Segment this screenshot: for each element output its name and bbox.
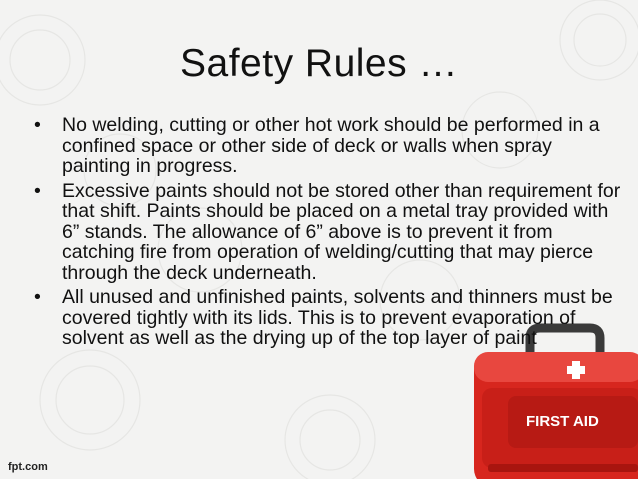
kit-label: FIRST AID <box>526 413 599 430</box>
bullet-text: Excessive paints should not be stored other than requirement for that shift. Paints should be placed on a metal tray provided with 6” stands. The allowance of 6” above is to prevent it from catching fire from operation of welding/cutting that may pierce through the deck underneath. <box>62 179 621 284</box>
watermark-text: fpt.com <box>8 461 48 473</box>
list-item <box>34 287 624 349</box>
list-item <box>34 115 624 177</box>
bullet-list <box>34 115 624 353</box>
bullet-dot: • <box>34 286 41 308</box>
bullet-dot: • <box>34 114 41 136</box>
list-item <box>34 181 624 284</box>
bullet-dot: • <box>34 179 41 202</box>
slide-title: Safety Rules … <box>180 42 458 85</box>
bullet-text: All unused and unfinished paints, solvents and thinners must be covered tightly with its lids. This is to prevent evaporation of solvent as well as the drying up of the top layer of paint <box>62 286 613 349</box>
bullet-text: No welding, cutting or other hot work should be performed in a confined space or other side of deck or walls when spray painting in progress. <box>62 114 600 177</box>
